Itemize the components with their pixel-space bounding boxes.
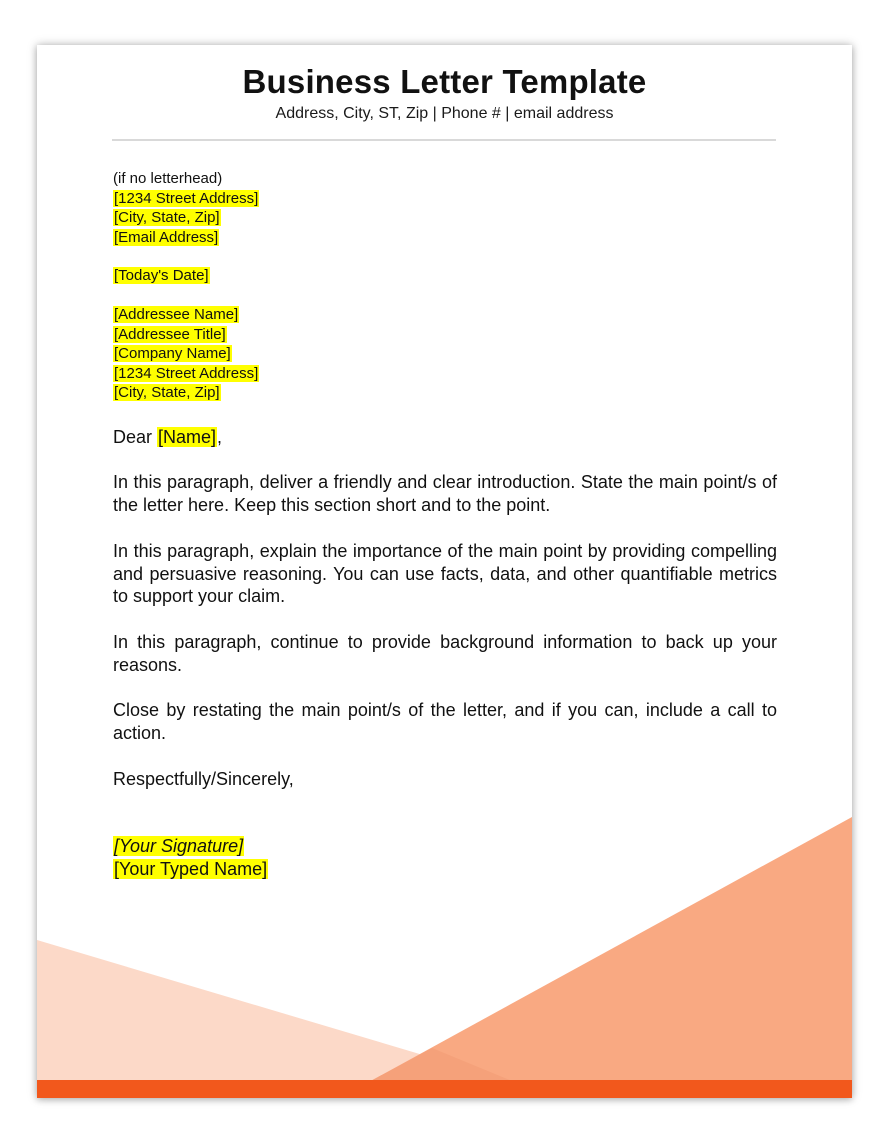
body-paragraph-1: In this paragraph, deliver a friendly and clear introduction. State the main point/s of the letter here. Keep this section short and to the point. xyxy=(113,472,777,515)
date-block xyxy=(113,266,210,286)
body-paragraph-3: In this paragraph, continue to provide background information to back up your reasons. xyxy=(113,632,777,675)
salutation xyxy=(113,426,222,449)
salutation-prefix: Dear xyxy=(113,427,158,447)
sender-address-block xyxy=(113,169,259,247)
recipient-city-state-zip-placeholder: [City, State, Zip] xyxy=(114,384,220,401)
recipient-street-placeholder: [1234 Street Address] xyxy=(114,364,259,382)
typed-name-placeholder: [Your Typed Name] xyxy=(114,859,268,879)
body-paragraph-4: Close by restating the main point/s of the letter, and if you can, include a call to action. xyxy=(113,700,777,743)
body-paragraph-2: In this paragraph, explain the importance of the main point by providing compelling and persuasive reasoning. You can use facts, data, and other quantifiable metrics to support your claim. xyxy=(113,541,777,606)
company-name-placeholder: [Company Name] xyxy=(114,345,231,362)
valediction: Respectfully/Sincerely, xyxy=(113,769,294,789)
salutation-suffix: , xyxy=(217,427,223,447)
signature-placeholder: [Your Signature] xyxy=(114,836,244,856)
signature-block xyxy=(113,835,268,881)
header-divider xyxy=(112,139,776,141)
letterhead-note: (if no letterhead) xyxy=(113,170,223,187)
sender-city-state-zip-placeholder: [City, State, Zip] xyxy=(114,209,220,226)
addressee-name-placeholder: [Addressee Name] xyxy=(114,306,239,323)
letter-page xyxy=(37,45,852,1098)
sender-street-placeholder: [1234 Street Address] xyxy=(114,189,259,207)
letter-title: Business Letter Template xyxy=(242,63,647,100)
sender-email-placeholder: [Email Address] xyxy=(114,228,219,246)
date-placeholder: [Today's Date] xyxy=(114,267,209,284)
letterhead-contact-line: Address, City, ST, Zip | Phone # | email address xyxy=(275,105,614,122)
orange-footer-bar xyxy=(37,1080,852,1098)
addressee-title-placeholder: [Addressee Title] xyxy=(114,325,226,343)
salutation-name-placeholder: [Name] xyxy=(158,427,217,447)
recipient-address-block xyxy=(113,305,259,403)
dark-triangle-right xyxy=(367,817,852,1083)
